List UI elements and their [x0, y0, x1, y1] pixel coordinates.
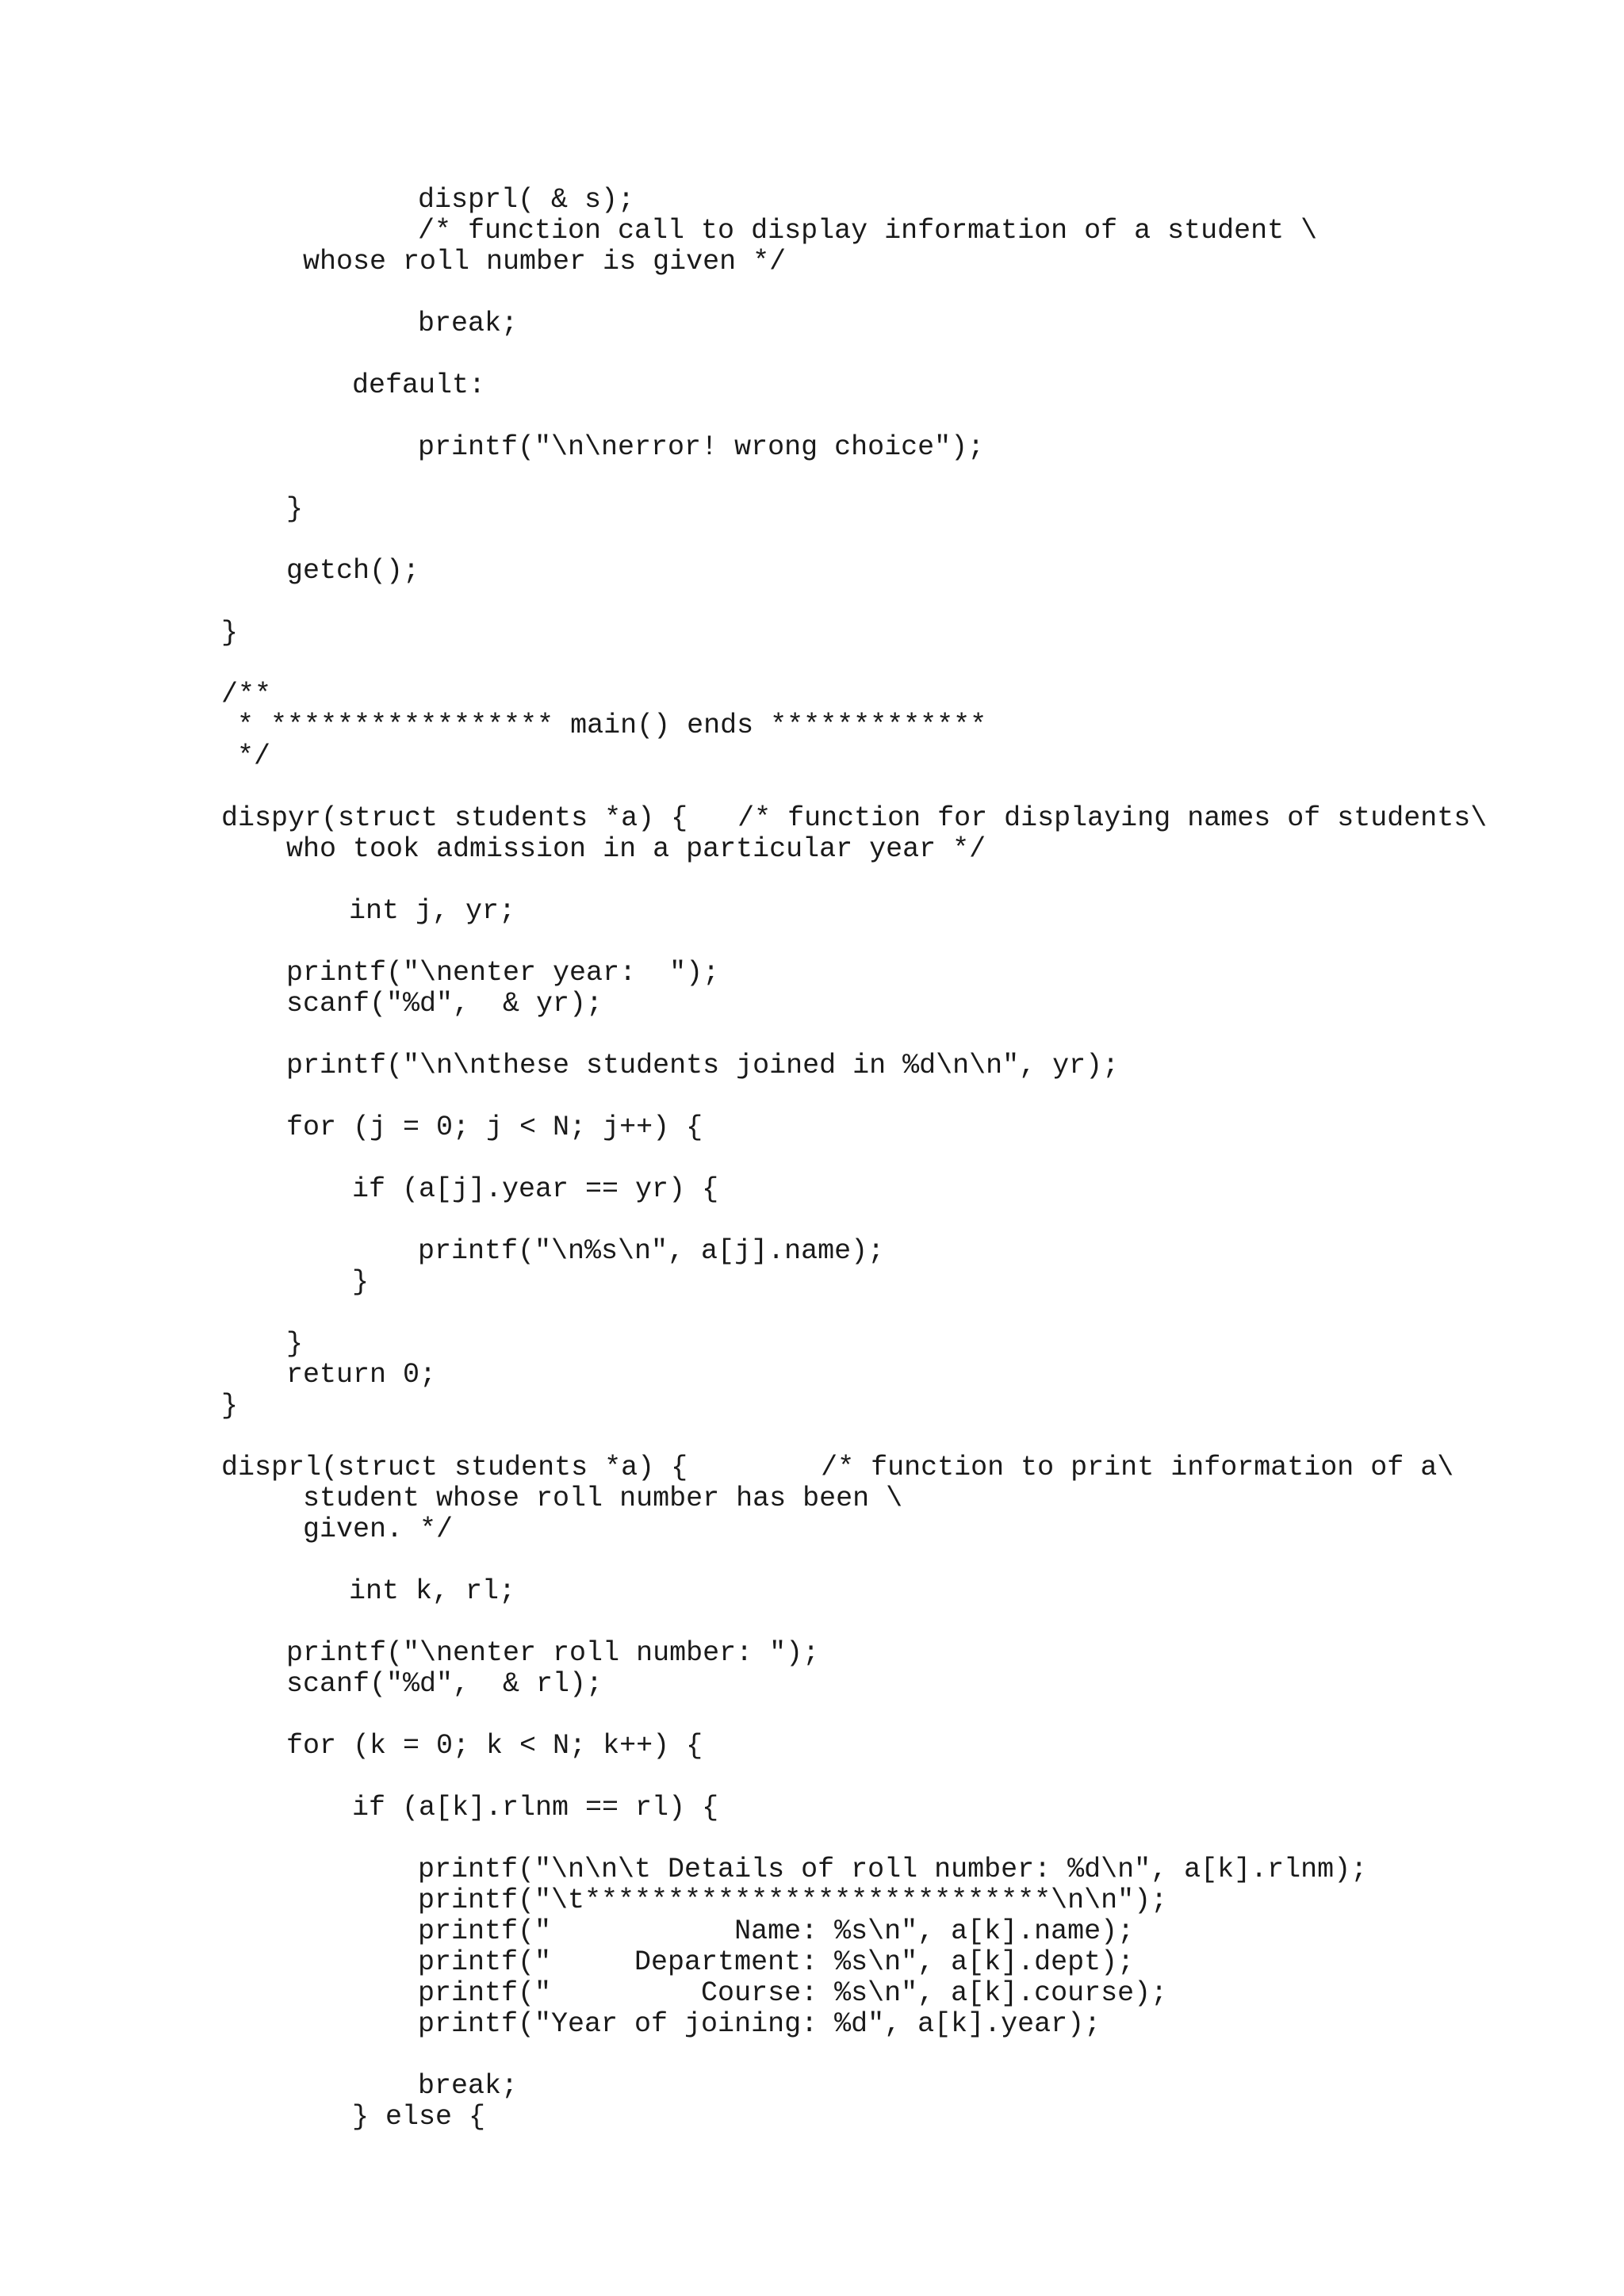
code-line: break;	[418, 2070, 519, 2102]
code-line: printf("\nenter year: ");	[286, 957, 720, 989]
code-line: disprl( & s);	[418, 184, 635, 216]
code-line: for (j = 0; j < N; j++) {	[286, 1112, 703, 1143]
code-line: }	[221, 617, 239, 649]
code-line: student whose roll number has been \	[303, 1483, 903, 1514]
code-line: printf(" Name: %s\n", a[k].name);	[418, 1915, 1135, 1947]
code-line: break;	[418, 308, 519, 339]
code-line: printf(" Department: %s\n", a[k].dept);	[418, 1946, 1135, 1978]
code-line: scanf("%d", & yr);	[286, 988, 603, 1020]
code-line: }	[286, 1328, 304, 1360]
code-line: printf("\t****************************\n\n");	[418, 1885, 1168, 1916]
code-line: printf(" Course: %s\n", a[k].course);	[418, 1977, 1168, 2009]
code-line: int k, rl;	[349, 1575, 516, 1607]
code-line: who took admission in a particular year */	[286, 833, 986, 865]
code-line: printf("\n%s\n", a[j].name);	[418, 1235, 885, 1267]
code-line: printf("\n\nthese students joined in %d\n\n", yr);	[286, 1050, 1120, 1081]
code-line: int j, yr;	[349, 895, 516, 927]
code-line: if (a[k].rlnm == rl) {	[352, 1792, 719, 1823]
code-line: printf("Year of joining: %d", a[k].year);	[418, 2008, 1101, 2040]
code-line: printf("\n\n\t Details of roll number: %d\n", a[k].rlnm);	[418, 1854, 1368, 1885]
code-line: printf("\n\nerror! wrong choice");	[418, 431, 985, 463]
code-line: /**	[221, 679, 272, 710]
code-line: }	[286, 493, 304, 525]
code-line: given. */	[303, 1513, 454, 1545]
code-line: } else {	[352, 2101, 486, 2133]
code-line: }	[221, 1390, 239, 1422]
code-line: * ***************** main() ends *************	[237, 710, 987, 741]
code-line: for (k = 0; k < N; k++) {	[286, 1730, 703, 1762]
code-line: }	[352, 1266, 370, 1298]
code-line: default:	[352, 369, 486, 401]
code-line: disprl(struct students *a) { /* function to print information of a\	[221, 1452, 1454, 1483]
code-line: dispyr(struct students *a) { /* function for displaying names of students\	[221, 802, 1488, 834]
code-line: /* function call to display information of a student \	[418, 215, 1318, 247]
code-line: getch();	[286, 555, 420, 587]
code-line: scanf("%d", & rl);	[286, 1668, 603, 1700]
code-line: */	[237, 740, 271, 772]
code-line: return 0;	[286, 1359, 437, 1391]
code-line: printf("\nenter roll number: ");	[286, 1637, 820, 1669]
code-line: if (a[j].year == yr) {	[352, 1173, 719, 1205]
code-line: whose roll number is given */	[303, 246, 787, 277]
